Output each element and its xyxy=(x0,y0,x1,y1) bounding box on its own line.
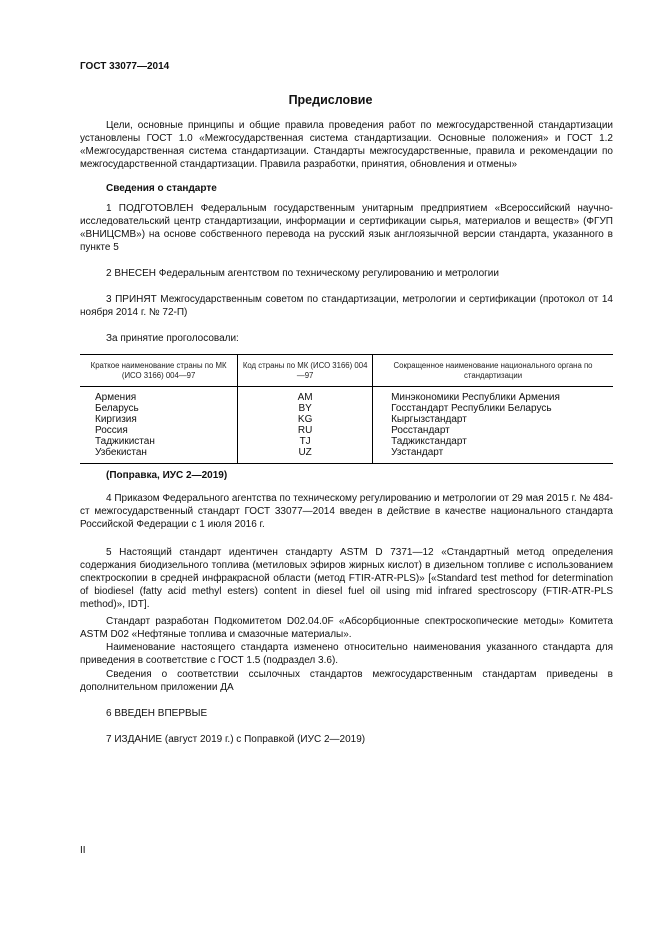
document-code: ГОСТ 33077—2014 xyxy=(80,61,170,72)
item-3-paragraph: 3 ПРИНЯТ Межгосударственным советом по стандартизации, метрологии и сертификации (протокол от 14 ноября 2014 г. № 72-П) xyxy=(80,294,613,318)
countries-table xyxy=(80,354,613,464)
country-cell: Россия xyxy=(95,425,128,436)
item-6-paragraph: 6 ВВЕДЕН ВПЕРВЫЕ xyxy=(106,708,208,719)
amendment-note: (Поправка, ИУС 2—2019) xyxy=(106,470,228,481)
table-header-row xyxy=(80,355,613,387)
page-title: Предисловие xyxy=(288,93,373,107)
item-5-references: Сведения о соответствии ссылочных стандартов межгосударственным стандартам приведены в дополнительном приложении ДА xyxy=(80,669,613,693)
code-cell: KG xyxy=(297,414,313,425)
codes-column xyxy=(238,387,373,464)
intro-paragraph: Цели, основные принципы и общие правила проведения работ по межгосударственной стандартизации установлены ГОСТ 1.0 «Межгосударственная система стандартизации. Основные положения» и ГОСТ 1.2 «Межгосударственная система стандартизации. Стандарты межгосударственные, правила и рекомендации по межгосударственной стандартизации. Правила разработки, принятия, обновления и отмены» xyxy=(80,120,613,170)
header-standards-body: Сокращенное наименование национального органа по стандартизации xyxy=(373,355,613,387)
body-cell: Кыргызстандарт xyxy=(391,414,467,425)
item-5-title-change: Наименование настоящего стандарта изменено относительно наименования указанного стандарта для приведения в соответствие с ГОСТ 1.5 (подраздел 3.6). xyxy=(80,642,613,666)
code-cell: UZ xyxy=(298,447,312,458)
code-cell: BY xyxy=(298,403,312,414)
table-body-row xyxy=(80,387,613,464)
header-country-name: Краткое наименование страны по МК (ИСО 3166) 004—97 xyxy=(80,355,238,387)
item-2-paragraph: 2 ВНЕСЕН Федеральным агентством по техническому регулированию и метрологии xyxy=(106,268,499,279)
item-7-paragraph: 7 ИЗДАНИЕ (август 2019 г.) с Поправкой (ИУС 2—2019) xyxy=(106,734,366,745)
code-cell: AM xyxy=(297,392,313,403)
country-cell: Киргизия xyxy=(95,414,137,425)
country-cell: Таджикистан xyxy=(95,436,155,447)
header-country-code: Код страны по МК (ИСО 3166) 004—97 xyxy=(238,355,373,387)
bodies-column xyxy=(373,387,613,464)
code-cell: TJ xyxy=(299,436,311,447)
item-5-committee: Стандарт разработан Подкомитетом D02.04.0F «Абсорбционные спектроскопические методы» Комитета ASTM D02 «Нефтяные топлива и смазочные материалы». xyxy=(80,616,613,640)
info-heading: Сведения о стандарте xyxy=(106,183,217,194)
item-1-paragraph: 1 ПОДГОТОВЛЕН Федеральным государственным унитарным предприятием «Всероссийский научно-исследовательский центр стандартизации, информации и сертификации сырья, материалов и веществ» (ФГУП «ВНИЦСМВ») на основе собственного перевода на русский язык англоязычной версии стандарта, указанного в пункте 5 xyxy=(80,203,613,253)
country-cell: Узбекистан xyxy=(95,447,147,458)
body-cell: Росстандарт xyxy=(391,425,450,436)
body-cell: Таджикстандарт xyxy=(391,436,467,447)
code-cell: RU xyxy=(297,425,313,436)
item-4-paragraph: 4 Приказом Федерального агентства по техническому регулированию и метрологии от 29 мая 2015 г. № 484-ст межгосударственный стандарт ГОСТ 33077—2014 введен в действие в качестве национального стандарта Российской Федерации с 1 июля 2016 г. xyxy=(80,493,613,530)
body-cell: Минэкономики Республики Армения xyxy=(391,392,560,403)
voted-label: За принятие проголосовали: xyxy=(106,333,239,344)
country-cell: Беларусь xyxy=(95,403,139,414)
page-number: II xyxy=(80,845,86,856)
body-cell: Госстандарт Республики Беларусь xyxy=(391,403,552,414)
item-5-paragraph: 5 Настоящий стандарт идентичен стандарту ASTM D 7371—12 «Стандартный метод определения содержания биодизельного топлива (метиловых эфиров жирных кислот) в дизельном топливе с использованием спектроскопии в средней инфракрасной области (метод FTIR-ATR-PLS)» [«Standard test method for determination of biodiesel (fatty acid methyl esters) content in diesel fuel oil using mid infrared spectroscopy (FTIR-ATR-PLS method)», IDT]. xyxy=(80,547,613,610)
body-cell: Узстандарт xyxy=(391,447,444,458)
countries-column xyxy=(80,387,238,464)
country-cell: Армения xyxy=(95,392,137,403)
